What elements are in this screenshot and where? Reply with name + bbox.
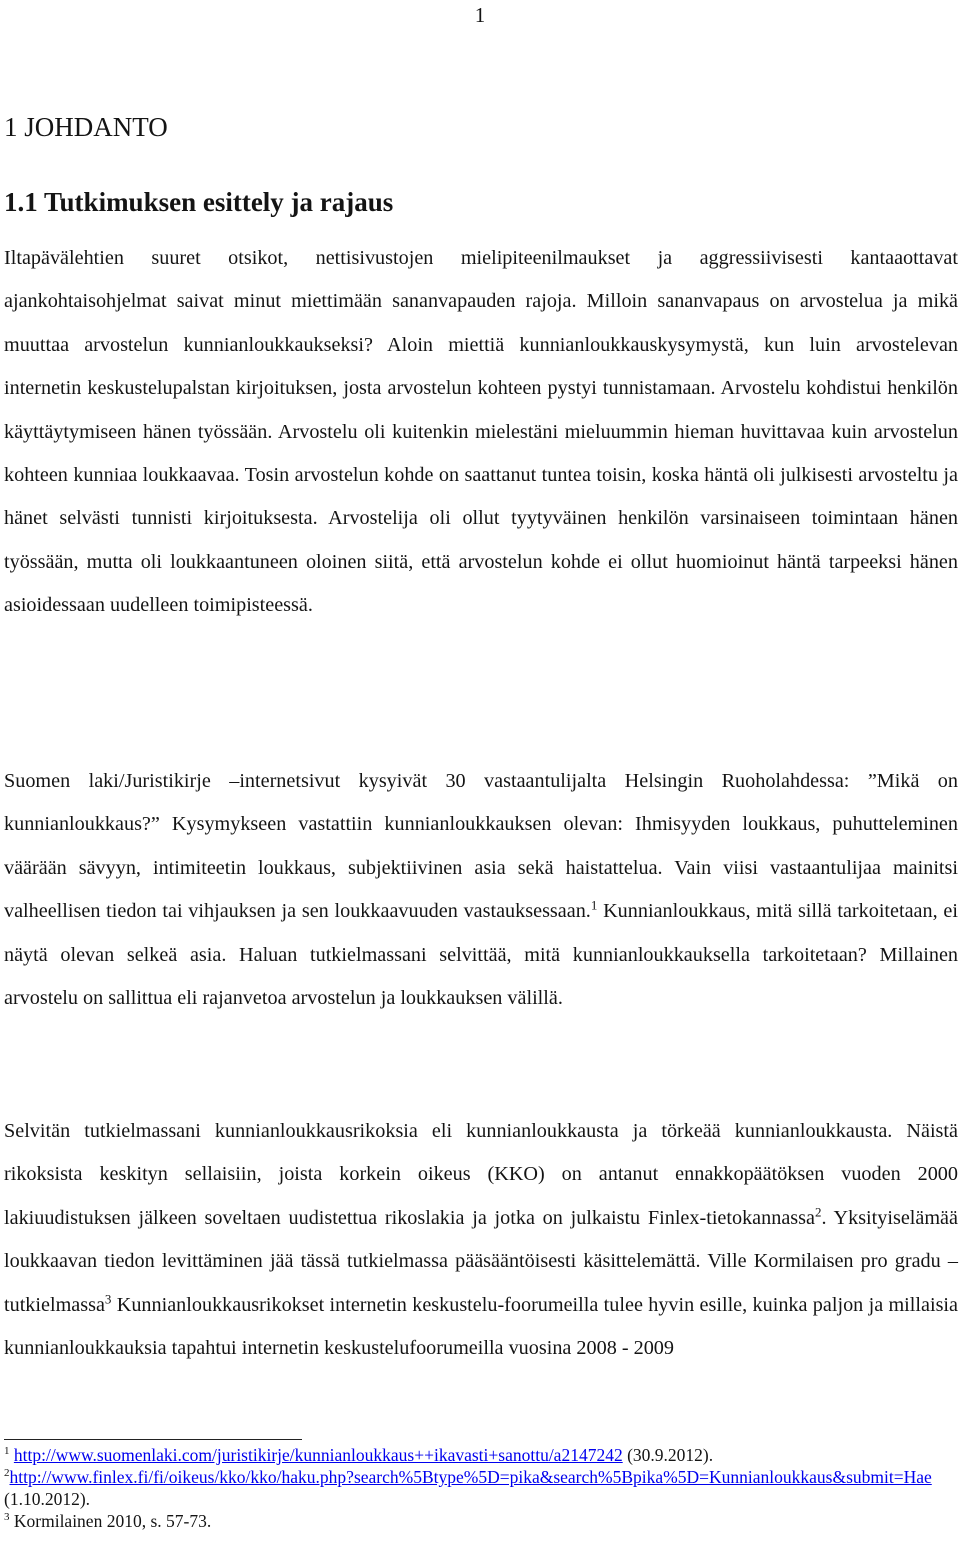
section-heading: 1.1 Tutkimuksen esittely ja rajaus: [4, 187, 394, 217]
footnotes: [4, 1444, 958, 1532]
paragraph-text: Selvitän tutkielmassani kunnianloukkausrikoksia eli kunnianloukkausta ja törkeää kunnianloukkausta. Näistä rikoksista keskityn sellaisiin, joista korkein oikeus (KKO) on antanut ennakkopäätöksen vuoden 2000 lakiuudistuksen jälkeen soveltaen uudistettua rikoslakia ja jotka on julkaistu Finlex-tietokannassa: [4, 1120, 958, 1229]
paragraph-text: Kunnianloukkaus, mitä sillä tarkoitetaan, ei näytä olevan selkeä asia. Haluan tutkielmassani selvittää, mitä kunnianloukkauksella tarkoitetaan? Millainen arvostelu on sallittua eli rajanvetoa arvostelun ja loukkauksen välillä.: [4, 900, 958, 1010]
footnote-reference[interactable]: 2: [814, 1204, 822, 1220]
paragraph-text: Suomen laki/Juristikirje –internetsivut kysyivät 30 vastaantulijalta Helsingin Ruoholahdessa: ”Mikä on kunnianloukkaus?” Kysymykseen vastattiin kunnianloukkauksen olevan: Ihmisyyden loukkaus, puhutteleminen väärään sävyyn, intimiteetin loukkaus, subjektiivinen asia sekä haistattelua. Vain viisi vastaantulijaa mainitsi valheellisen tiedon tai vihjauksen ja sen loukkaavuuden vastauksessaan.: [4, 770, 958, 923]
footnote-text: Kormilainen 2010, s. 57-73.: [9, 1511, 212, 1531]
paragraph-survey: [4, 760, 958, 1020]
page-number: 1: [474, 3, 486, 27]
paragraph-text: . Yksityiselämää loukkaavan tiedon levittäminen jää tässä tutkielmassa pääsääntöisesti käsittelemättä. Ville Kormilaisen pro gradu –tutkielmassa: [4, 1206, 958, 1316]
footnote-1: [4, 1444, 958, 1466]
footnote-number: 1: [4, 1445, 10, 1458]
footnote-3: [4, 1510, 958, 1532]
footnote-link[interactable]: http://www.finlex.fi/fi/oikeus/kko/kko/haku.php?search%5Btype%5D=pika&search%5Bpika%5D=Kunnianloukkaus&submit=Hae: [9, 1467, 932, 1487]
footnote-number: 3: [4, 1511, 10, 1524]
paragraph-introduction: Iltapävälehtien suuret otsikot, nettisivustojen mielipiteenilmaukset ja aggressiivisesti kantaaottavat ajankohtaisohjelmat saivat minut miettimään sananvapauden rajoja. Milloin sananvapaus on arvostelua ja mikä muuttaa arvostelun kunnianloukkaukseksi? Aloin miettiä kunnianloukkauskysymystä, kun luin arvostelevan internetin keskustelupalstan kirjoituksen, josta arvostelun kohteen pystyi tunnistamaan. Arvostelu kohdistui henkilön käyttäytymiseen hänen työssään. Arvostelu oli kuitenkin mielestäni mieluummin hieman huvittavaa kuin arvostelun kohteen kunniaa loukkaavaa. Tosin arvostelun kohde on saattanut tuntea toisin, koska häntä oli julkisesti arvosteltu ja hänet selvästi tunnisti kirjoituksesta. Arvostelija oli ollut tyytyväinen henkilön varsinaiseen toimintaan hänen työssään, mutta oli loukkaantuneen oloinen siitä, että arvostelun kohde ei ollut huomioinut häntä tarpeeksi hänen asioidessaan uudelleen toimipisteessä.: [4, 247, 958, 617]
paragraph-scope: [4, 1110, 958, 1370]
footnote-divider: [4, 1439, 302, 1440]
footnote-text: (1.10.2012).: [4, 1489, 91, 1509]
footnote-2: [4, 1466, 958, 1510]
footnote-text: (30.9.2012).: [622, 1445, 714, 1465]
footnote-reference[interactable]: 3: [104, 1290, 112, 1306]
paragraph-text: Kunnianloukkausrikokset internetin keskustelu-foorumeilla tulee hyvin esille, kuinka paljon ja millaisia kunnianloukkauksia tapahtui internetin keskustelufoorumeilla vuosina 2008 - 2009: [4, 1293, 958, 1360]
footnote-number: 2: [4, 1467, 10, 1480]
chapter-heading: 1 JOHDANTO: [4, 112, 168, 142]
footnote-reference[interactable]: 1: [590, 897, 598, 913]
footnote-link[interactable]: http://www.suomenlaki.com/juristikirje/kunnianloukkaus++ikavasti+sanottu/a2147242: [13, 1445, 623, 1465]
